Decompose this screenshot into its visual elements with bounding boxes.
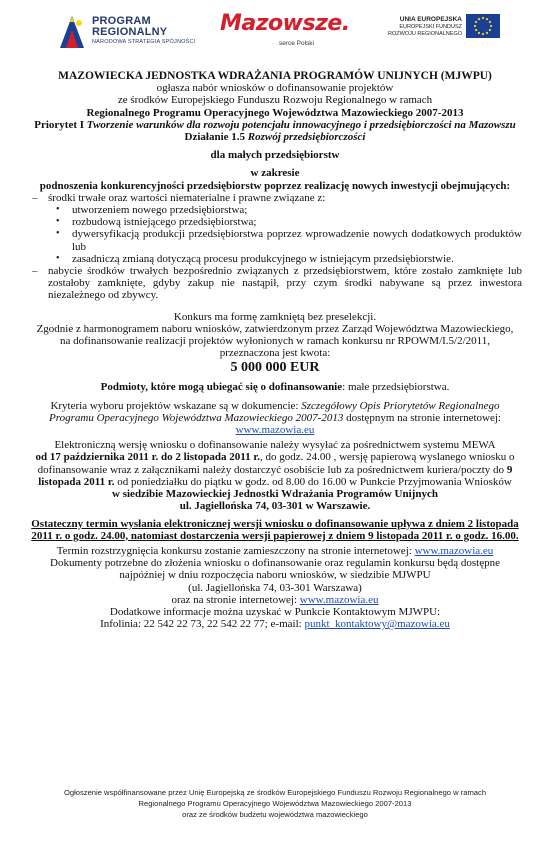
website-text: oraz na stronie internetowej:: [171, 593, 300, 606]
eligible-entities: [28, 381, 522, 393]
investment-sublist: [48, 204, 522, 265]
mazowsze-logo: [220, 10, 350, 56]
organization-title: MAZOWIECKA JEDNOSTKA WDRAŻANIA PROGRAMÓW UNIJNYCH (MJWPU): [58, 70, 492, 82]
criteria-url-line: [28, 424, 522, 436]
eligible-value: : małe przedsiębiorstwa.: [342, 381, 450, 394]
scope-description: podnoszenia konkurencyjności przedsiębiorstw poprzez realizację nowych inwestycji obejmujących:: [39, 179, 511, 192]
program-logo-line3: NARODOWA STRATEGIA SPÓJNOŚCI: [92, 39, 196, 45]
office-address: (ul. Jagiellońska 74, 03-301 Warszawa): [188, 581, 362, 594]
action-line: [28, 131, 522, 143]
submission-dates: od 17 października 2011 r. do 2 listopada 2011 r.: [35, 451, 260, 464]
paper-deadline-date: 9 listopada 2011 r.: [38, 463, 513, 488]
eligible-label: Podmioty, które mogą ubiegać się o dofinansowanie: [100, 381, 343, 394]
contest-line-2: na dofinansowanie realizacji projektów wyłonionych w ramach konkursu nr RPOWM/I.5/2/2011,: [59, 335, 491, 348]
results-text: Termin rozstrzygnięcia konkursu zostanie zamieszczony na stronie internetowej:: [56, 544, 415, 557]
documents-info: Dokumenty potrzebne do złożenia wniosku o dofinansowanie oraz regulamin konkursu będą dostępne najpóźniej w dniu rozpoczęcia naboru wniosków, w siedzibie MJWPU: [50, 557, 500, 582]
submission-place-2: ul. Jagiellońska 74, 03-301 w Warszawie.: [179, 500, 371, 513]
announcement-body: [28, 70, 522, 630]
program-regionalny-logo: [58, 12, 208, 54]
criteria-paragraph: [28, 400, 522, 424]
submission-paragraph: [28, 439, 522, 488]
announcement-line-2: ogłasza nabór wniosków o dofinansowanie projektów: [156, 82, 394, 95]
program-logo-line2: REGIONALNY: [92, 26, 168, 38]
sublist-item: • rozbudową istniejącego przedsiębiorstwa;: [48, 216, 522, 228]
logo-bar: [0, 0, 550, 66]
action-name: Rozwój przedsiębiorczości: [247, 131, 366, 144]
contest-line-3: przeznaczona jest kwota:: [219, 347, 331, 360]
results-info: [28, 545, 522, 557]
target-group: dla małych przedsiębiorstw: [210, 149, 340, 162]
list-item: [28, 192, 522, 265]
submission-text-3: od poniedziałku do piątku w godz. od 8.00 do 16.00 w Punkcie Przyjmowania Wniosków: [114, 475, 512, 488]
hotline-info: [28, 618, 522, 630]
action-label: Działanie 1.5: [184, 131, 248, 144]
final-deadline: Ostateczny termin wysłania elektronicznej wersji wniosku o dofinansowanie upływa z dniem 2 listopada 2011 r. o godz. 24.00, natomiast dostarczenia wersji papierowej z dniem 9 listopada 2011 r. o godz. 16.00.: [31, 517, 519, 542]
results-link[interactable]: www.mazowia.eu: [414, 544, 494, 557]
program-name: Regionalnego Programu Operacyjnego Województwa Mazowieckiego 2007-2013: [86, 106, 464, 119]
footer-line-1: Ogłoszenie współfinansowane przez Unię Europejską ze środków Europejskiego Funduszu Rozwoju Regionalnego w ramach: [63, 788, 487, 797]
footer-line-3: oraz ze środków budżetu województwa mazowieckiego: [182, 810, 368, 819]
criteria-document-name: Szczegółowy Opis Priorytetów Regionalnego Programu Operacyjnego Województwa Mazowieckiego 2007-2013: [49, 399, 500, 424]
list-item: – nabycie środków trwałych bezpośrednio związanych z przedsiębiorstwem, które zostało zamknięte lub zostałoby zamknięte, gdyby zakup nie nastąpił, przy czym środki nabywane są przez inwestora niezależnego od zbywcy.: [28, 265, 522, 302]
contest-form: Konkurs ma formę zamkniętą bez preselekcji.: [173, 310, 377, 323]
list-item-text: środki trwałe oraz wartości niematerialne i prawne związane z:: [48, 191, 326, 204]
submission-text-1: Elektroniczną wersję wniosku o dofinansowanie należy wysyłać za pośrednictwem systemu MEWA: [54, 439, 496, 452]
eu-logo-line2: EUROPEJSKI FUNDUSZ: [399, 24, 462, 30]
submission-text-2: , do godz. 24.00 , wersję papierową wyslanego wniosku o dofinansowanie wraz z załącznikami należy dostarczyć osobiście lub za pośrednictwem kuriera/poczty do: [37, 451, 515, 476]
priority-label: Priorytet I: [34, 118, 87, 131]
eu-logo: [368, 12, 498, 52]
website-info: [28, 594, 522, 606]
mazowsze-logo-subtitle: serce Polski: [278, 40, 314, 47]
announcement-line-3: ze środków Europejskiego Funduszu Rozwoju Regionalnego w ramach: [117, 94, 433, 107]
program-regionalny-mark-icon: [58, 14, 86, 50]
sublist-item: • zasadniczą zmianą dotyczącą procesu produkcyjnego w istniejącym przedsiębiorstwie.: [48, 253, 522, 265]
sublist-item: • utworzeniem nowego przedsiębiorstwa;: [48, 204, 522, 216]
sublist-item: • dywersyfikacją produkcji przedsiębiorstwa poprzez wprowadzenie nowych dodatkowych produktów lub: [48, 228, 522, 252]
criteria-text-2: dostępnym na stronie internetowej:: [343, 411, 501, 424]
contact-info: Dodatkowe informacje można uzyskać w Punkcie Kontaktowym MJWPU:: [109, 605, 441, 618]
eu-logo-line1: UNIA EUROPEJSKA: [399, 16, 462, 23]
email-link[interactable]: punkt_kontaktowy@mazowia.eu: [304, 618, 450, 631]
hotline-text: Infolinia: 22 542 22 73, 22 542 22 77; e-mail:: [100, 618, 305, 631]
program-logo-line1: PROGRAM: [92, 15, 151, 27]
footer-line-2: Regionalnego Programu Operacyjnego Województwa Mazowieckiego 2007-2013: [138, 799, 412, 808]
funding-amount: 5 000 000 EUR: [230, 360, 320, 376]
criteria-text-1: Kryteria wyboru projektów wskazane są w dokumencie:: [50, 399, 302, 412]
contest-line-1: Zgodnie z harmonogramem naboru wniosków, zatwierdzonym przez Zarząd Województwa Mazowieckiego,: [36, 322, 514, 335]
investment-list: [28, 192, 522, 302]
priority-line: [28, 119, 522, 131]
criteria-link[interactable]: www.mazowia.eu: [235, 424, 315, 437]
scope-label: w zakresie: [250, 167, 300, 180]
eu-flag-icon: [466, 14, 500, 38]
eu-logo-line3: ROZWOJU REGIONALNEGO: [388, 31, 462, 37]
website-link[interactable]: www.mazowia.eu: [299, 593, 379, 606]
submission-place-1: w siedzibie Mazowieckiej Jednostki Wdrażania Programów Unijnych: [112, 488, 438, 501]
priority-name: Tworzenie warunków dla rozwoju potencjału innowacyjnego i przedsiębiorczości na Mazowszu: [86, 118, 516, 131]
cofinancing-footer: [0, 787, 550, 820]
mazowsze-logo-name: Mazowsze.: [220, 11, 350, 36]
